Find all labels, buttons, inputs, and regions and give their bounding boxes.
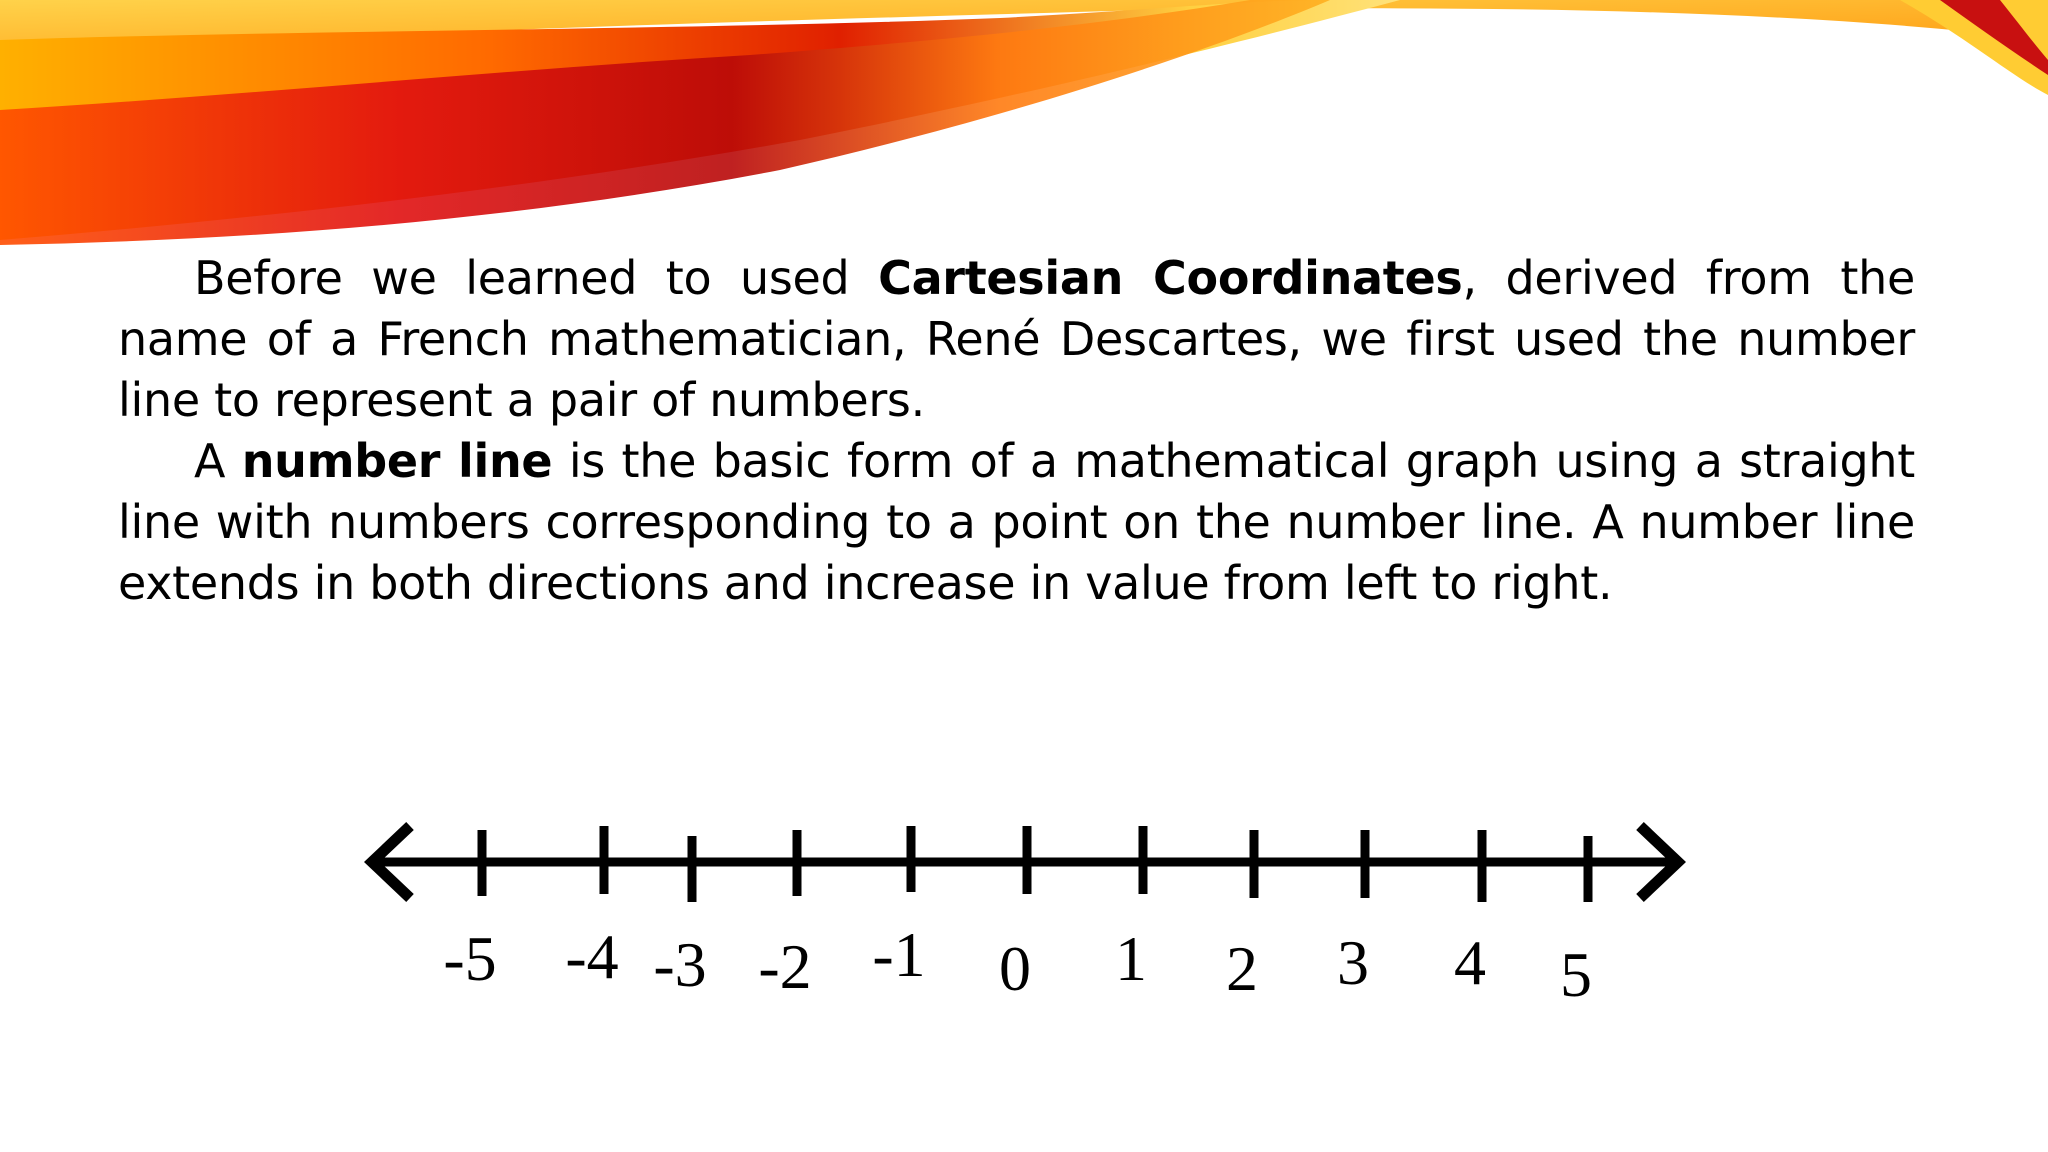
decorative-ribbon xyxy=(0,0,2048,260)
number-line-ticks xyxy=(482,826,1588,902)
tick-label: 0 xyxy=(999,933,1031,1004)
tick-label: 4 xyxy=(1454,927,1486,998)
tick-label: 3 xyxy=(1337,927,1369,998)
paragraph-1-text-2: , derived from the name of a French mathematician, René Descartes, we first used the number line to represent a pair of numbers. xyxy=(118,251,1915,427)
term-number-line: number line xyxy=(241,434,553,488)
right-arrow-icon xyxy=(1640,826,1678,898)
tick-label: -3 xyxy=(653,929,707,1000)
term-cartesian-coordinates: Cartesian Coordinates xyxy=(878,251,1463,305)
body-text xyxy=(118,248,1915,614)
paragraph-cartesian xyxy=(118,248,1915,431)
tick-label: -5 xyxy=(443,923,497,994)
paragraph-2-text-1: A xyxy=(194,434,242,488)
left-arrow-icon xyxy=(372,826,410,898)
tick-label: -4 xyxy=(565,921,619,992)
tick-label: 1 xyxy=(1115,923,1147,994)
tick-label: -2 xyxy=(758,931,812,1002)
tick-label: -1 xyxy=(872,919,926,990)
number-line-labels xyxy=(443,919,1592,1010)
paragraph-1-text-1: Before we learned to used xyxy=(194,251,879,305)
paragraph-2-text-2: is the basic form of a mathematical graph using a straight line with numbers corresponding to a point on the number line. A number line extends in both directions and increase in value from left to right. xyxy=(118,434,1915,610)
tick-label: 2 xyxy=(1226,933,1258,1004)
paragraph-number-line xyxy=(118,431,1915,614)
tick-label: 5 xyxy=(1560,939,1592,1010)
